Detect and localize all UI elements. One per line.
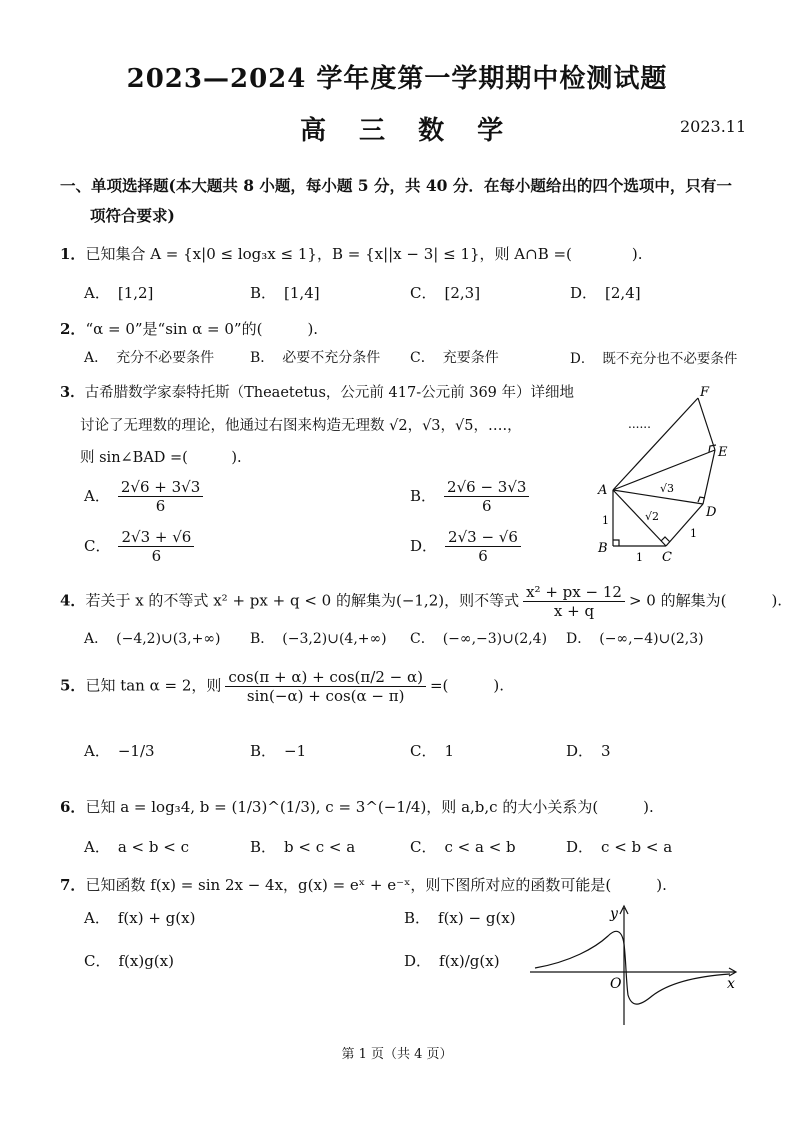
right-angle-b xyxy=(613,540,619,546)
label-sqrt2: √2 xyxy=(645,510,660,523)
q3-option-d[interactable]: D． $\frac{2√3 - √6}{6}$ xyxy=(410,528,521,565)
point-d-label: D xyxy=(706,505,717,520)
label-sqrt3: √3 xyxy=(660,482,675,495)
point-a-label: A xyxy=(598,483,608,498)
origin-label: O xyxy=(610,976,622,992)
q7-option-c[interactable]: C． f(x)g(x) xyxy=(84,952,174,970)
question-3-line3: 则 sin∠BAD =( ). xyxy=(80,450,242,466)
right-angle-c xyxy=(661,537,670,542)
question-6: 6．已知 a = log₃4, b = (1/3)^(1/3), c = 3^(−1/4)，则 a,b,c 的大小关系为( ). xyxy=(60,798,654,816)
label-ab-1: 1 xyxy=(602,514,609,527)
q5-option-a[interactable]: A． −1/3 xyxy=(84,742,155,760)
q1-option-b[interactable]: B． [1,4] xyxy=(250,284,320,302)
q5-option-d[interactable]: D． 3 xyxy=(566,742,611,760)
q6-option-b[interactable]: B． b < c < a xyxy=(250,838,356,856)
page-title: 2023—2024 学年度第一学期期中检测试题 xyxy=(126,64,668,94)
q2-option-c[interactable]: C． 充要条件 xyxy=(410,350,499,366)
q1-option-c[interactable]: C． [2,3] xyxy=(410,284,481,302)
q5-option-b[interactable]: B． −1 xyxy=(250,742,307,760)
point-f-label: F xyxy=(700,385,710,400)
function-graph xyxy=(530,900,745,1030)
question-2: 2．“α = 0”是“sin α = 0”的( ). xyxy=(60,320,319,338)
function-curve xyxy=(535,931,730,1004)
continuation-dots: ...... xyxy=(628,417,651,431)
label-cd-1: 1 xyxy=(690,527,697,540)
x-axis-label: x xyxy=(727,976,735,992)
question-5: 5．已知 tan α = 2，则 $\frac{\cos(\pi + \alpha) + \cos(\pi/2 - \alpha)}{\sin(-\alpha) + \cos(\alpha - \pi)}$ =( ). xyxy=(60,668,504,705)
q3-option-a[interactable]: A． $\frac{2√6 + 3√3}{6}$ xyxy=(84,478,203,515)
q4-option-d[interactable]: D． (−∞,−4)∪(2,3) xyxy=(566,631,704,647)
question-4: 4．若关于 x 的不等式 x² + px + q < 0 的解集为(−1,2)，则不等式 $\frac{\text{x² + px − 12}}{x + q}$ > 0 的解集为( ). xyxy=(60,583,783,620)
q4-option-c[interactable]: C． (−∞,−3)∪(2,4) xyxy=(410,631,548,647)
segment-cd xyxy=(666,504,703,546)
q1-option-a[interactable]: A． [1,2] xyxy=(84,284,154,302)
page-footer: 第 1 页（共 4 页） xyxy=(341,1047,453,1062)
q2-option-a[interactable]: A． 充分不必要条件 xyxy=(84,350,215,366)
label-bc-1: 1 xyxy=(636,551,643,564)
q6-option-d[interactable]: D． c < b < a xyxy=(566,838,673,856)
point-b-label: B xyxy=(598,541,608,556)
question-3: 3．古希腊数学家泰特托斯（Theaetetus，公元前 417-公元前 369 年）详细地 xyxy=(60,384,575,401)
q7-option-a[interactable]: A． f(x) + g(x) xyxy=(84,909,196,927)
y-axis-label: y xyxy=(610,906,618,922)
subject-title: 高 三 数 学 xyxy=(300,116,516,146)
question-3-line2: 讨论了无理数的理论，他通过右图来构造无理数 √2，√3，√5，….， xyxy=(80,418,522,434)
question-number: 1． xyxy=(60,245,86,263)
question-1 xyxy=(60,243,643,264)
q1-option-d[interactable]: D． [2,4] xyxy=(570,284,641,302)
q2-option-b[interactable]: B． 必要不充分条件 xyxy=(250,350,381,366)
q5-option-c[interactable]: C． 1 xyxy=(410,742,455,760)
theaetetus-spiral-figure xyxy=(590,380,750,565)
q3-option-c[interactable]: C． $\frac{2√3 + √6}{6}$ xyxy=(84,528,194,565)
q2-option-d[interactable]: D． 既不充分也不必要条件 xyxy=(570,351,738,367)
section-heading: 一、单项选择题(本大题共 8 小题，每小题 5 分，共 40 分．在每小题给出的四个选项中，只有一 xyxy=(60,176,732,195)
point-e-label: E xyxy=(718,445,728,460)
segment-de xyxy=(703,450,715,504)
q7-option-b[interactable]: B． f(x) − g(x) xyxy=(404,909,516,927)
segment-af xyxy=(613,398,698,490)
q4-option-b[interactable]: B． (−3,2)∪(4,+∞) xyxy=(250,631,387,647)
point-c-label: C xyxy=(662,550,672,565)
exam-date: 2023.11 xyxy=(680,117,747,136)
question-text: 已知集合 A = {x|0 ≤ log₃x ≤ 1}，B = {x||x − 3| ≤ 1}，则 A∩B =( ). xyxy=(85,245,643,263)
question-7: 7．已知函数 f(x) = sin 2x − 4x，g(x) = eˣ + e⁻ˣ，则下图所对应的函数可能是( ). xyxy=(60,876,667,894)
q4-option-a[interactable]: A． (−4,2)∪(3,+∞) xyxy=(84,631,221,647)
q6-option-c[interactable]: C． c < a < b xyxy=(410,838,516,856)
q6-option-a[interactable]: A． a < b < c xyxy=(84,838,189,856)
q3-option-b[interactable]: B． $\frac{2√6 - 3√3}{6}$ xyxy=(410,478,529,515)
section-heading-cont: 项符合要求) xyxy=(90,206,175,225)
q7-option-d[interactable]: D． f(x)/g(x) xyxy=(404,952,500,970)
segment-ef xyxy=(698,398,715,450)
segment-ad xyxy=(613,490,703,504)
